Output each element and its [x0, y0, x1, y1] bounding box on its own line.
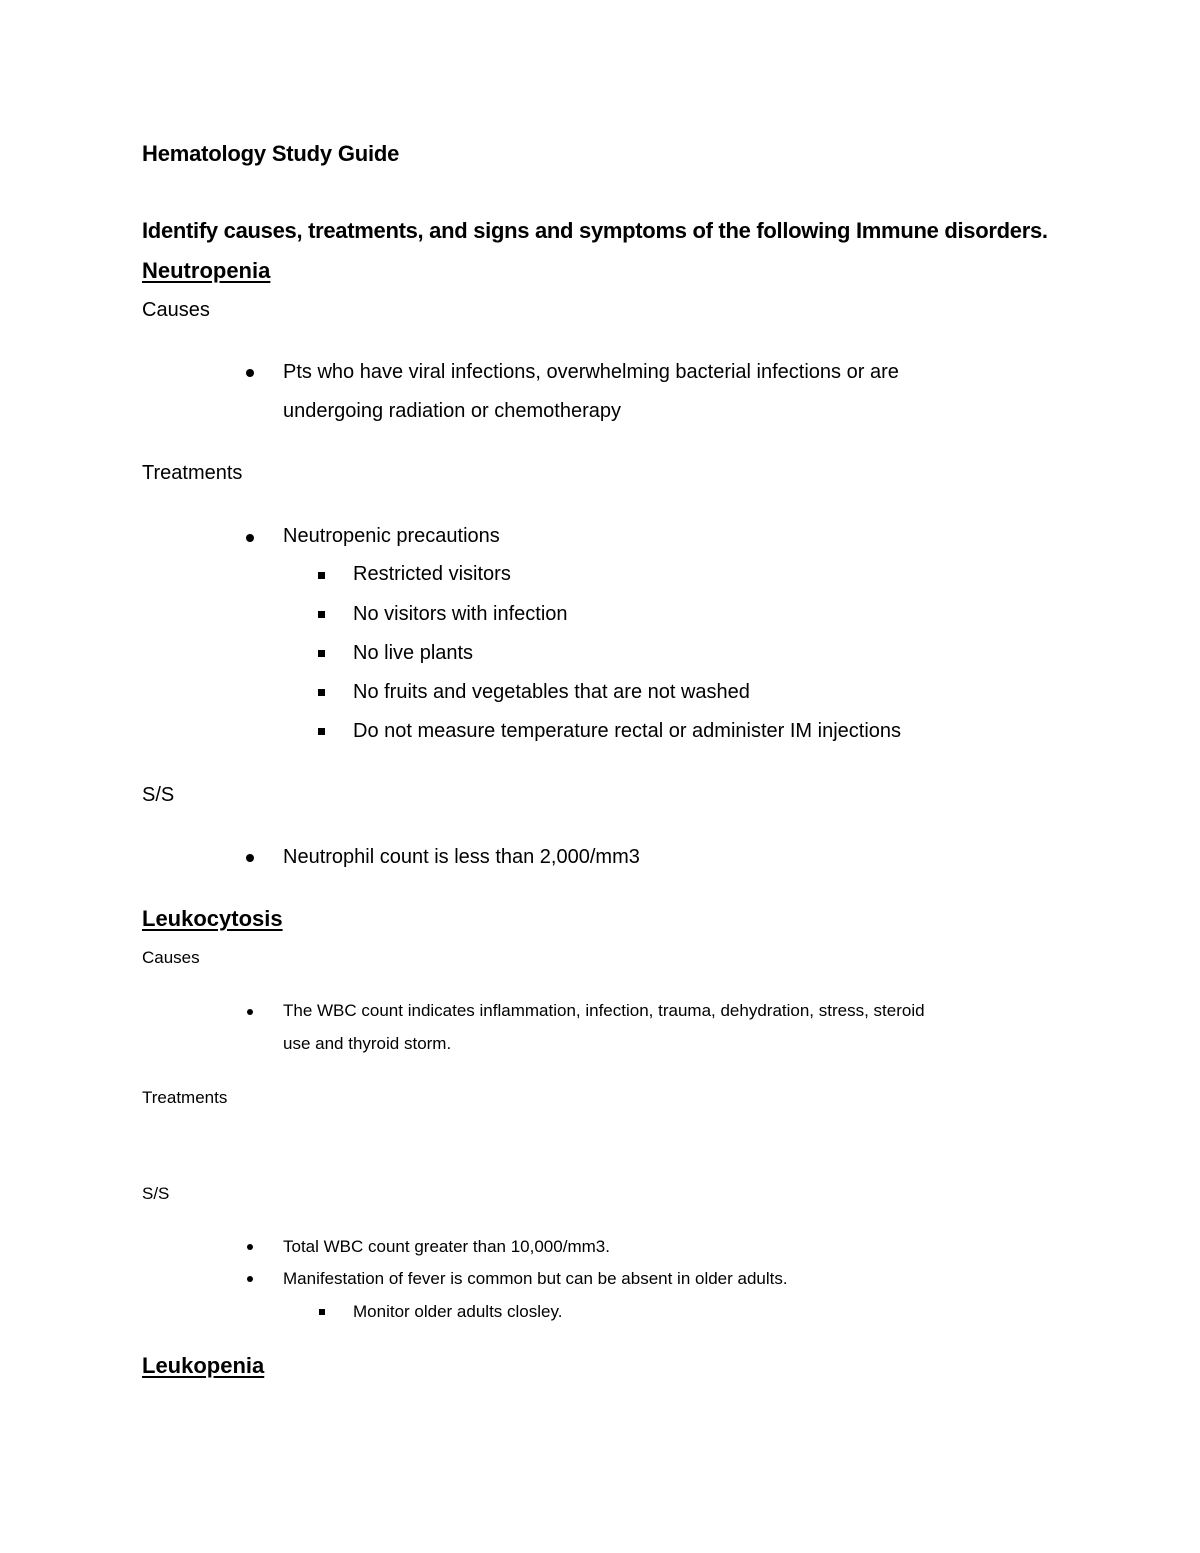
square-bullet-icon [318, 728, 325, 735]
leukocytosis-causes-label: Causes [142, 948, 200, 967]
neutropenia-causes-label: Causes [142, 299, 210, 321]
leukocytosis-ss-1: Total WBC count greater than 10,000/mm3. [283, 1237, 610, 1256]
square-bullet-icon [318, 689, 325, 696]
neutropenia-treatment-sub-4: No fruits and vegetables that are not washed [353, 681, 750, 703]
neutropenia-treatment-sub-3: No live plants [353, 642, 474, 664]
neutropenia-cause-line-1: Pts who have viral infections, overwhelming bacterial infections or are [283, 361, 899, 383]
square-bullet-icon [318, 572, 325, 579]
leukocytosis-treatments-label: Treatments [142, 1088, 228, 1107]
neutropenia-treatments-label: Treatments [142, 462, 243, 484]
leukocytosis-cause-line-2: use and thyroid storm. [283, 1034, 452, 1053]
square-bullet-icon [318, 650, 325, 657]
leukocytosis-ss-2: Manifestation of fever is common but can be absent in older adults. [283, 1269, 788, 1288]
leukocytosis-ss-sub-1: Monitor older adults closley. [353, 1302, 563, 1321]
square-bullet-icon [319, 1309, 325, 1315]
bullet-icon [246, 534, 254, 542]
leukocytosis-cause-line-1: The WBC count indicates inflammation, infection, trauma, dehydration, stress, steroid [283, 1001, 925, 1020]
neutropenia-ss-1: Neutrophil count is less than 2,000/mm3 [283, 846, 640, 868]
square-bullet-icon [318, 611, 325, 618]
bullet-icon [247, 1009, 253, 1015]
section-heading-leukocytosis: Leukocytosis [142, 906, 283, 931]
bullet-icon [247, 1276, 253, 1282]
neutropenia-cause-line-2: undergoing radiation or chemotherapy [283, 400, 621, 422]
document-intro: Identify causes, treatments, and signs and symptoms of the following Immune disorders. [142, 218, 1048, 243]
neutropenia-treatment-sub-5: Do not measure temperature rectal or administer IM injections [353, 720, 902, 742]
document-title: Hematology Study Guide [142, 141, 400, 166]
section-heading-neutropenia: Neutropenia [142, 258, 271, 283]
bullet-icon [246, 854, 254, 862]
section-heading-leukopenia: Leukopenia [142, 1353, 265, 1378]
bullet-icon [246, 369, 254, 377]
neutropenia-ss-label: S/S [142, 784, 175, 806]
bullet-icon [247, 1244, 253, 1250]
neutropenia-treatment-main: Neutropenic precautions [283, 525, 500, 547]
neutropenia-treatment-sub-1: Restricted visitors [353, 563, 511, 585]
leukocytosis-ss-label: S/S [142, 1184, 170, 1203]
neutropenia-treatment-sub-2: No visitors with infection [353, 603, 568, 625]
